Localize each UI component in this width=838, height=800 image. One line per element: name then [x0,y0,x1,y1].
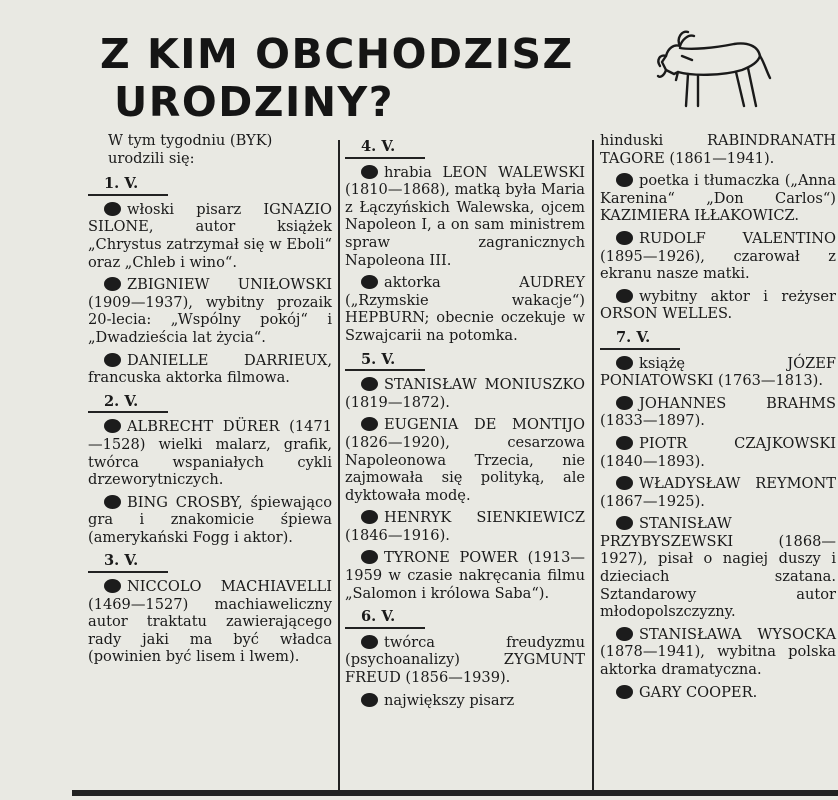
entry-text: STANISŁAW PRZYBYSZEWSKI (1868—1927), pisał o nagiej duszy i dzieciach szatana. Sztandarowy autor młodopolszczyzny. [600,515,836,621]
round-bullet-icon [616,173,633,187]
entry-text: STANISŁAW MONIUSZKO (1819—1872). [345,376,585,411]
column-2 [345,132,585,714]
round-bullet-icon [616,289,633,303]
round-bullet-icon [361,275,378,289]
day-rule [345,627,425,629]
day-heading: 2. V. [104,392,139,410]
birthday-entry [345,274,585,344]
birthday-entry-continued [600,132,836,167]
birthday-entry [88,578,332,666]
entry-text: STANISŁAWA WYSOCKA (1878—1941), wybitna polska aktorka dramatyczna. [600,625,836,679]
entry-text: BING CROSBY, śpiewająco gra i znakomicie śpiewa (amerykański Fogg i aktor). [88,493,332,546]
entry-text: wybitny aktor i reżyser ORSON WELLES. [600,287,836,323]
birthday-entry [600,355,836,390]
birthday-entry [600,395,836,430]
column-1 [88,132,332,671]
title-line-1: Z KIM OBCHODZISZ [100,30,574,78]
entry-text: twórca freudyzmu (psychoanalizy) ZYGMUNT FREUD (1856—1939). [345,633,585,687]
entry-text: włoski pisarz IGNAZIO SILONE, autor książek „Chrystus zatrzymał się w Eboli“ oraz „Chleb i wino“. [88,200,332,271]
round-bullet-icon [616,476,633,490]
entry-text: DANIELLE DARRIEUX, francuska aktorka filmowa. [88,351,332,387]
round-bullet-icon [616,627,633,641]
day-rule [88,411,168,413]
birthday-entry [88,352,332,387]
round-bullet-icon [361,635,378,649]
birthday-entry [600,475,836,510]
round-bullet-icon [616,685,633,699]
entry-text: największy pisarz [384,691,515,709]
round-bullet-icon [361,693,378,707]
entry-text: PIOTR CZAJKOWSKI (1840—1893). [600,434,836,470]
article-title [100,30,660,126]
entry-text: GARY COOPER. [639,683,758,701]
birthday-entry [600,288,836,323]
round-bullet-icon [104,419,121,433]
intro-text: W tym tygodniu (BYK) urodzili się: [108,132,273,167]
round-bullet-icon [104,353,121,367]
birthday-entry [345,164,585,270]
round-bullet-icon [104,277,121,291]
round-bullet-icon [361,510,378,524]
round-bullet-icon [616,436,633,450]
day-heading: 5. V. [361,350,396,368]
entry-text: książę JÓZEF PONIATOWSKI (1763—1813). [600,354,836,390]
birthday-entry [600,515,836,621]
entry-text: poetka i tłumaczka („Anna Karenina“ „Don Carlos“) KAZIMIERA IŁŁAKOWICZ. [600,172,836,225]
birthday-entry [345,634,585,687]
round-bullet-icon [361,417,378,431]
day-heading: 6. V. [361,608,396,626]
round-bullet-icon [104,202,121,216]
entry-text: ALBRECHT DÜRER (1471—1528) wielki malarz, grafik, twórca wspaniałych cykli drzeworytniczych. [88,418,332,489]
round-bullet-icon [616,231,633,245]
entry-text: WŁADYSŁAW REYMONT (1867—1925). [600,475,836,510]
round-bullet-icon [361,550,378,564]
round-bullet-icon [361,377,378,391]
entry-text: hinduski RABINDRANATH TAGORE (1861—1941). [600,132,836,167]
column-divider-2 [592,140,594,790]
birthday-entry [88,494,332,547]
birthday-entry [345,692,585,710]
column-3 [600,132,836,706]
entry-text: HENRYK SIENKIEWICZ (1846—1916). [345,509,585,544]
entry-text: RUDOLF VALENTINO (1895—1926), czarował z ekranu nasze matki. [600,229,836,283]
bottom-rule [72,790,838,796]
birthday-entry [88,276,332,346]
round-bullet-icon [616,396,633,410]
round-bullet-icon [616,356,633,370]
birthday-entry [600,626,836,679]
round-bullet-icon [616,516,633,530]
birthday-entry [600,230,836,283]
title-line-2: URODZINY? [114,78,395,126]
birthday-entry [345,549,585,602]
entry-text: hrabia LEON WALEWSKI (1810—1868), matką była Maria z Łączyńskich Walewska, ojcem Napoleon I, a on sam ministrem spraw zagranicznych Napoleona III. [345,163,585,269]
day-heading: 4. V. [361,138,396,155]
day-heading: 3. V. [104,552,139,570]
birthday-entry [88,201,332,271]
entry-text: TYRONE POWER (1913—1959 w czasie nakręcania filmu „Salomon i królowa Saba“). [345,549,585,602]
birthday-entry [600,684,836,702]
entry-text: EUGENIA DE MONTIJO (1826—1920), cesarzowa Napoleonowa Trzecia, nie zajmowała się polityką, ale dyktowała modę. [345,416,585,504]
day-rule [88,571,168,573]
day-rule [88,194,168,196]
entry-text: ZBIGNIEW UNIŁOWSKI (1909—1937), wybitny prozaik 20-lecia: „Wspólny pokój“ i „Dwadzieścia lat życia“. [88,276,332,346]
round-bullet-icon [104,495,121,509]
round-bullet-icon [104,579,121,593]
birthday-entry [345,416,585,504]
birthday-entry [345,376,585,411]
entry-text: aktorka AUDREY („Rzymskie wakacje“) HEPBURN; obecnie oczekuje w Szwajcarii na potomka. [345,274,585,344]
day-rule [345,157,425,159]
column-divider-1 [338,140,340,790]
birthday-entry [345,509,585,544]
birthday-entry [600,435,836,470]
day-heading: 7. V. [616,328,651,346]
entry-text: NICCOLO MACHIAVELLI (1469—1527) machiaweliczny autor traktatu zawierającego rady jaki ma być władca (powinien być lisem i lwem). [88,578,332,666]
birthday-entry [88,418,332,488]
round-bullet-icon [361,165,378,179]
entry-text: JOHANNES BRAHMS (1833—1897). [600,394,836,430]
day-rule [345,369,425,371]
day-heading: 1. V. [104,175,139,193]
day-rule [600,348,680,350]
bull-drawing-icon [652,26,774,110]
birthday-entry [600,172,836,225]
